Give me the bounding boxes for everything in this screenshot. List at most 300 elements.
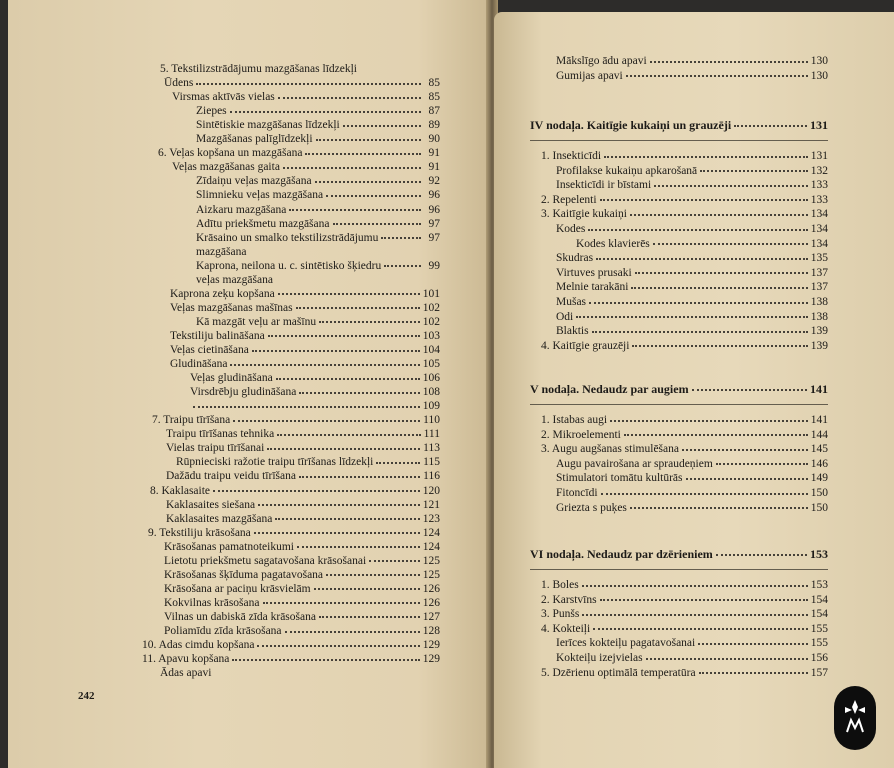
toc-entry-label: Gludināšana — [170, 358, 228, 371]
toc-leader-dots — [698, 642, 808, 645]
toc-entry-label: mazgāšana — [196, 245, 247, 258]
toc-entry-label: 6. Veļas kopšana un mazgāšana — [158, 147, 303, 160]
toc-entry-row — [164, 597, 440, 609]
toc-page-number: 155 — [810, 637, 828, 650]
toc-page-number: 110 — [423, 414, 440, 427]
toc-entry-label: 4. Kaitīgie grauzēji — [541, 339, 630, 352]
toc-entry-row — [172, 91, 440, 103]
toc-page-number: 141 — [810, 414, 828, 426]
toc-leader-dots — [283, 166, 421, 169]
toc-page-number: 91 — [428, 161, 440, 174]
toc-entry-label: Traipu tīrīšanas tehnika — [166, 428, 275, 441]
toc-entry-row — [541, 608, 828, 620]
toc-entry-label: Gumijas apavi — [556, 69, 623, 82]
toc-leader-dots — [596, 257, 808, 260]
toc-page-number: 97 — [428, 217, 440, 230]
toc-page-number: 134 — [810, 208, 828, 221]
toc-page-number: 123 — [422, 512, 440, 525]
toc-entry-row — [160, 667, 440, 679]
toc-page-number: 126 — [422, 596, 440, 609]
toc-entry-row — [556, 652, 828, 664]
toc-page-number: 120 — [422, 484, 440, 497]
toc-leader-dots — [275, 517, 419, 520]
toc-page-number: 105 — [422, 358, 440, 371]
toc-entry-row — [148, 527, 440, 539]
toc-entry-label: Lietotu priekšmetu sagatavošana krāsošanai — [164, 554, 367, 567]
toc-entry-row — [142, 639, 440, 651]
toc-entry-row — [556, 165, 828, 177]
toc-leader-dots — [196, 82, 421, 85]
toc-leader-dots — [268, 334, 420, 337]
toc-entry-row — [196, 316, 440, 328]
toc-leader-dots — [299, 391, 419, 394]
toc-leader-dots — [716, 462, 808, 465]
chapter-divider — [530, 569, 828, 570]
toc-leader-dots — [592, 330, 808, 333]
toc-page-number: 132 — [810, 164, 828, 177]
toc-entry-label: Virsmas aktīvās vielas — [172, 91, 275, 104]
toc-entry-row — [196, 119, 440, 131]
toc-page-number: 92 — [428, 175, 440, 188]
toc-page-number: 101 — [422, 287, 440, 300]
toc-entry-label: Stimulatori tomātu kultūrās — [556, 472, 683, 485]
toc-entry-row — [541, 579, 828, 591]
toc-entry-row — [190, 400, 440, 412]
toc-entry-row — [541, 194, 828, 206]
toc-page-number: 133 — [810, 193, 828, 206]
toc-entry-label: 1. Insekticīdi — [541, 150, 602, 162]
toc-entry-row — [164, 625, 440, 637]
toc-leader-dots — [604, 155, 808, 158]
toc-leader-dots — [630, 213, 808, 216]
toc-entry-label: Ūdens — [164, 77, 194, 90]
toc-entry-label: Insekticīdi ir bīstami — [556, 179, 652, 192]
toc-leader-dots — [296, 306, 420, 309]
toc-entry-label: Blaktis — [556, 325, 589, 338]
chapter-divider — [530, 404, 828, 405]
toc-entry-label: VI nodaļa. Nedaudz par dzērieniem — [530, 547, 713, 561]
toc-leader-dots — [601, 492, 808, 495]
toc-entry-row — [556, 70, 828, 82]
toc-leader-dots — [653, 242, 808, 245]
toc-leader-dots — [333, 222, 422, 225]
toc-entry-row — [190, 386, 440, 398]
toc-entry-row — [164, 541, 440, 553]
toc-entry-row — [172, 161, 440, 173]
watermark-logo-icon — [834, 686, 876, 750]
toc-page-number: 125 — [422, 554, 440, 567]
toc-leader-dots — [258, 503, 420, 506]
toc-entry-label: Veļas cietināšana — [170, 344, 249, 356]
toc-page-number: 153 — [810, 579, 828, 591]
toc-chapter-row — [530, 382, 828, 397]
toc-entry-row — [556, 179, 828, 191]
toc-leader-dots — [589, 301, 808, 304]
toc-leader-dots — [230, 363, 419, 366]
toc-leader-dots — [384, 264, 421, 267]
toc-entry-row — [166, 442, 440, 454]
toc-leader-dots — [631, 286, 807, 289]
toc-entry-row — [170, 344, 440, 356]
toc-leader-dots — [369, 559, 420, 562]
toc-leader-dots — [716, 553, 807, 556]
toc-page-number: 102 — [422, 301, 440, 314]
toc-entry-row — [158, 147, 440, 159]
toc-entry-row — [541, 414, 828, 426]
toc-entry-row — [196, 260, 440, 272]
toc-leader-dots — [600, 598, 808, 601]
toc-entry-label: 2. Repelenti — [541, 193, 597, 206]
toc-leader-dots — [692, 388, 807, 391]
toc-entry-label: Poliamīdu zīda krāsošana — [164, 625, 282, 637]
toc-leader-dots — [326, 194, 421, 197]
toc-entry-label: Tekstiliju balināšana — [170, 329, 265, 342]
toc-page-number: 130 — [810, 55, 828, 67]
toc-page-number: 146 — [810, 457, 828, 470]
toc-leader-dots — [650, 60, 808, 63]
page-number: 242 — [78, 690, 95, 702]
toc-leader-dots — [582, 584, 808, 587]
toc-entry-row — [142, 653, 440, 665]
toc-entry-label: 7. Traipu tīrīšana — [152, 414, 231, 427]
toc-page-number: 157 — [810, 666, 828, 679]
toc-page-number: 104 — [422, 344, 440, 356]
toc-page-number: 134 — [810, 223, 828, 235]
toc-entry-label: Vilnas un dabiskā zīda krāsošana — [164, 610, 316, 623]
toc-leader-dots — [635, 271, 808, 274]
toc-page-number: 113 — [423, 442, 440, 455]
toc-page-number: 125 — [422, 568, 440, 581]
toc-leader-dots — [276, 377, 420, 380]
toc-page-number: 97 — [428, 231, 440, 244]
toc-entry-label: 2. Karstvīns — [541, 593, 597, 606]
toc-entry-row — [164, 611, 440, 623]
toc-entry-label: 5. Tekstilizstrādājumu mazgāšanas līdzekļi — [160, 63, 357, 75]
toc-entry-label: Kā mazgāt veļu ar mašīnu — [196, 315, 317, 328]
toc-page-number: 138 — [810, 296, 828, 308]
toc-entry-row — [556, 487, 828, 499]
toc-leader-dots — [646, 657, 808, 660]
toc-entry-label: Profilakse kukaiņu apkarošanā — [556, 164, 698, 177]
toc-leader-dots — [576, 315, 808, 318]
toc-leader-dots — [600, 198, 808, 201]
toc-entry-row — [166, 513, 440, 525]
toc-page-number: 141 — [810, 382, 828, 396]
toc-entry-label: Rūpnieciski ražotie traipu tīrīšanas līdzekļi — [176, 456, 374, 469]
toc-leader-dots — [343, 124, 421, 127]
toc-leader-dots — [593, 627, 808, 630]
toc-entry-label: Fitoncīdi — [556, 487, 598, 499]
toc-entry-label: Ierīces kokteiļu pagatavošanai — [556, 637, 696, 650]
toc-page-number: 133 — [810, 179, 828, 192]
toc-entry-row — [160, 63, 440, 75]
toc-page-number: 137 — [810, 281, 828, 294]
toc-page-number: 130 — [810, 69, 828, 82]
toc-entry-label: Odi — [556, 310, 574, 323]
toc-leader-dots — [278, 292, 420, 295]
toc-leader-dots — [376, 461, 420, 464]
toc-page-number: 139 — [810, 325, 828, 338]
toc-entry-row — [556, 267, 828, 279]
toc-leader-dots — [381, 236, 421, 239]
toc-page-number: 89 — [428, 119, 440, 132]
toc-leader-dots — [624, 433, 808, 436]
toc-entry-row — [164, 583, 440, 595]
toc-page-number: 99 — [428, 259, 440, 272]
toc-page-number: 85 — [428, 91, 440, 104]
toc-leader-dots — [734, 124, 807, 127]
toc-entry-row — [170, 288, 440, 300]
toc-entry-row — [196, 175, 440, 187]
toc-entry-label: Skudras — [556, 252, 594, 265]
toc-entry-label: V nodaļa. Nedaudz par augiem — [530, 382, 689, 396]
toc-entry-row — [152, 414, 440, 426]
toc-page-number: 134 — [810, 237, 828, 250]
toc-page-number: 137 — [810, 266, 828, 279]
toc-leader-dots — [233, 419, 420, 422]
toc-leader-dots — [193, 405, 420, 408]
toc-entry-label: Vielas traipu tīrīšanai — [166, 442, 265, 455]
toc-entry-row — [196, 204, 440, 216]
toc-page-number: 145 — [810, 443, 828, 456]
toc-entry-label: Melnie tarakāni — [556, 281, 629, 294]
toc-entry-label: Kaprona zeķu kopšana — [170, 287, 275, 300]
toc-chapter-row — [530, 118, 828, 133]
toc-entry-row — [196, 105, 440, 117]
toc-entry-label: Virsdrēbju gludināšana — [190, 386, 297, 399]
toc-entry-row — [576, 238, 828, 250]
toc-leader-dots — [213, 489, 420, 492]
toc-entry-row — [541, 443, 828, 455]
toc-page-number: 91 — [428, 147, 440, 160]
toc-page-number: 124 — [422, 540, 440, 553]
toc-entry-label: Sintētiskie mazgāšanas līdzekļi — [196, 119, 340, 132]
toc-entry-label: Zīdaiņu veļas mazgāšana — [196, 175, 312, 188]
toc-entry-label: Aizkaru mazgāšana — [196, 203, 287, 216]
toc-page-number: 85 — [428, 77, 440, 90]
toc-leader-dots — [285, 630, 420, 633]
toc-page-number: 109 — [422, 400, 440, 413]
toc-entry-row — [541, 340, 828, 352]
toc-entry-label: Kaklasaites siešana — [166, 498, 256, 511]
toc-entry-row — [541, 208, 828, 220]
toc-entry-label: Veļas mazgāšanas gaita — [172, 161, 280, 174]
toc-leader-dots — [686, 477, 808, 480]
toc-page-number: 116 — [423, 470, 440, 483]
toc-entry-label: Griezta s puķes — [556, 501, 627, 514]
toc-page-number: 127 — [422, 610, 440, 623]
toc-leader-dots — [699, 671, 808, 674]
toc-page-number: 138 — [810, 310, 828, 323]
toc-entry-row — [556, 223, 828, 235]
toc-leader-dots — [263, 601, 420, 604]
toc-entry-row — [541, 150, 828, 162]
toc-leader-dots — [267, 447, 420, 450]
toc-page-number: 139 — [810, 339, 828, 352]
toc-leader-dots — [582, 613, 807, 616]
toc-entry-row — [196, 246, 440, 258]
toc-entry-label: 9. Tekstiliju krāsošana — [148, 526, 251, 539]
toc-entry-row — [166, 428, 440, 440]
toc-leader-dots — [278, 96, 421, 99]
toc-entry-row — [556, 252, 828, 264]
toc-entry-label: Krāsošana ar paciņu krāsvielām — [164, 582, 311, 595]
toc-page-number: 111 — [423, 428, 440, 441]
toc-entry-label: Veļas gludināšana — [190, 372, 273, 385]
toc-entry-label: 5. Dzērienu optimālā temperatūra — [541, 666, 696, 679]
toc-entry-label: 10. Adas cimdu kopšana — [142, 639, 255, 652]
toc-entry-label: Kodes — [556, 223, 586, 235]
toc-entry-label: 2. Mikroelementi — [541, 428, 621, 441]
toc-entry-label: IV nodaļa. Kaitīgie kukaiņi un grauzēji — [530, 118, 732, 132]
toc-page-number: 153 — [810, 547, 828, 561]
toc-leader-dots — [254, 531, 420, 534]
toc-page-number: 150 — [810, 487, 828, 499]
toc-leader-dots — [232, 658, 419, 661]
toc-page-number: 108 — [422, 386, 440, 399]
toc-entry-row — [556, 281, 828, 293]
toc-entry-row — [196, 218, 440, 230]
toc-entry-label: Dažādu traipu veidu tīrīšana — [166, 470, 296, 483]
toc-page-number: 149 — [810, 472, 828, 485]
toc-page-number: 115 — [423, 456, 440, 469]
toc-entry-row — [170, 302, 440, 314]
toc-leader-dots — [319, 615, 420, 618]
toc-page-number: 90 — [428, 133, 440, 146]
toc-leader-dots — [319, 320, 420, 323]
toc-entry-row — [541, 429, 828, 441]
toc-page-number: 129 — [422, 653, 440, 666]
toc-chapter-row — [530, 547, 828, 562]
toc-entry-label: Ādas apavi — [160, 667, 212, 680]
toc-entry-row — [196, 274, 440, 286]
toc-page-number: 131 — [810, 118, 828, 132]
toc-page-number: 96 — [428, 203, 440, 216]
toc-leader-dots — [297, 545, 420, 548]
toc-leader-dots — [277, 433, 420, 436]
toc-entry-label: Kokteiļu izejvielas — [556, 652, 643, 664]
toc-entry-row — [170, 358, 440, 370]
toc-entry-label: Kokvilnas krāsošana — [164, 596, 260, 609]
toc-entry-label: 3. Punšs — [541, 608, 580, 621]
toc-entry-row — [541, 594, 828, 606]
toc-leader-dots — [632, 344, 807, 347]
toc-entry-label: Adītu priekšmetu mazgāšana — [196, 217, 330, 230]
toc-entry-row — [166, 499, 440, 511]
toc-page-number: 154 — [810, 593, 828, 606]
toc-leader-dots — [314, 587, 420, 590]
toc-entry-row — [556, 55, 828, 67]
toc-page-number: 124 — [422, 526, 440, 539]
toc-entry-label: Krāsošanas šķīduma pagatavošana — [164, 568, 324, 581]
toc-leader-dots — [315, 180, 421, 183]
toc-entry-label: veļas mazgāšana — [196, 273, 273, 286]
toc-entry-label: Slimnieku veļas mazgāšana — [196, 189, 324, 202]
logo-mark — [842, 698, 868, 738]
toc-entry-row — [556, 637, 828, 649]
toc-leader-dots — [630, 506, 808, 509]
toc-page-number: 150 — [810, 501, 828, 514]
toc-entry-label: 1. Boles — [541, 579, 579, 591]
toc-entry-row — [170, 330, 440, 342]
toc-page-number: 155 — [810, 622, 828, 635]
toc-entry-label: 11. Apavu kopšana — [142, 653, 230, 666]
toc-entry-row — [196, 133, 440, 145]
toc-page-number: 87 — [428, 105, 440, 118]
toc-page-number: 144 — [810, 428, 828, 441]
toc-page-number: 102 — [422, 315, 440, 328]
toc-entry-label: 8. Kaklasaite — [150, 484, 211, 497]
toc-page-number: 156 — [810, 652, 828, 664]
toc-leader-dots — [700, 169, 808, 172]
toc-page-number: 96 — [428, 189, 440, 202]
toc-leader-dots — [230, 110, 421, 113]
toc-entry-row — [196, 189, 440, 201]
toc-page-number: 126 — [422, 582, 440, 595]
toc-page-number: 128 — [422, 625, 440, 637]
toc-entry-row — [166, 470, 440, 482]
toc-entry-label: Kaprona, neilona u. c. sintētisko šķiedru — [196, 259, 382, 272]
toc-entry-label: Augu pavairošana ar spraudeņiem — [556, 457, 713, 470]
toc-entry-row — [196, 232, 440, 244]
toc-entry-row — [556, 325, 828, 337]
toc-entry-label: Ziepes — [196, 105, 227, 118]
toc-leader-dots — [326, 573, 420, 576]
toc-entry-row — [556, 472, 828, 484]
toc-page-number: 135 — [810, 252, 828, 265]
toc-entry-label: Veļas mazgāšanas mašīnas — [170, 301, 293, 314]
toc-page-number: 131 — [810, 150, 828, 162]
toc-entry-row — [164, 77, 440, 89]
toc-leader-dots — [305, 152, 421, 155]
toc-entry-label: Kaklasaites mazgāšana — [166, 512, 273, 525]
toc-leader-dots — [654, 184, 808, 187]
toc-page-number: 106 — [422, 372, 440, 385]
toc-entry-row — [164, 569, 440, 581]
toc-entry-label: Krāsaino un smalko tekstilizstrādājumu — [196, 231, 379, 244]
toc-entry-label: 3. Kaitīgie kukaiņi — [541, 208, 627, 221]
toc-leader-dots — [588, 228, 807, 231]
toc-leader-dots — [682, 448, 808, 451]
toc-entry-row — [541, 623, 828, 635]
chapter-divider — [530, 140, 828, 141]
toc-entry-label: Mušas — [556, 296, 587, 308]
toc-entry-row — [556, 296, 828, 308]
toc-entry-row — [556, 458, 828, 470]
toc-leader-dots — [610, 419, 808, 422]
toc-page-number: 103 — [422, 329, 440, 342]
toc-leader-dots — [252, 349, 420, 352]
toc-entry-row — [541, 667, 828, 679]
toc-leader-dots — [626, 74, 808, 77]
toc-page-number: 154 — [810, 608, 828, 621]
toc-entry-label: Kodes klavierēs — [576, 237, 650, 250]
toc-leader-dots — [289, 208, 421, 211]
toc-entry-label: Mazgāšanas palīglīdzekļi — [196, 133, 313, 146]
toc-entry-label: 3. Augu augšanas stimulēšana — [541, 443, 679, 456]
toc-page-number: 121 — [422, 498, 440, 511]
toc-page-number: 129 — [422, 639, 440, 652]
toc-leader-dots — [299, 475, 420, 478]
toc-entry-row — [190, 372, 440, 384]
toc-entry-row — [164, 555, 440, 567]
toc-entry-label: 4. Kokteiļi — [541, 622, 591, 635]
toc-entry-row — [556, 311, 828, 323]
toc-entry-row — [556, 502, 828, 514]
toc-leader-dots — [257, 644, 419, 647]
toc-entry-row — [176, 456, 440, 468]
toc-entry-label: 1. Istabas augi — [541, 414, 608, 426]
